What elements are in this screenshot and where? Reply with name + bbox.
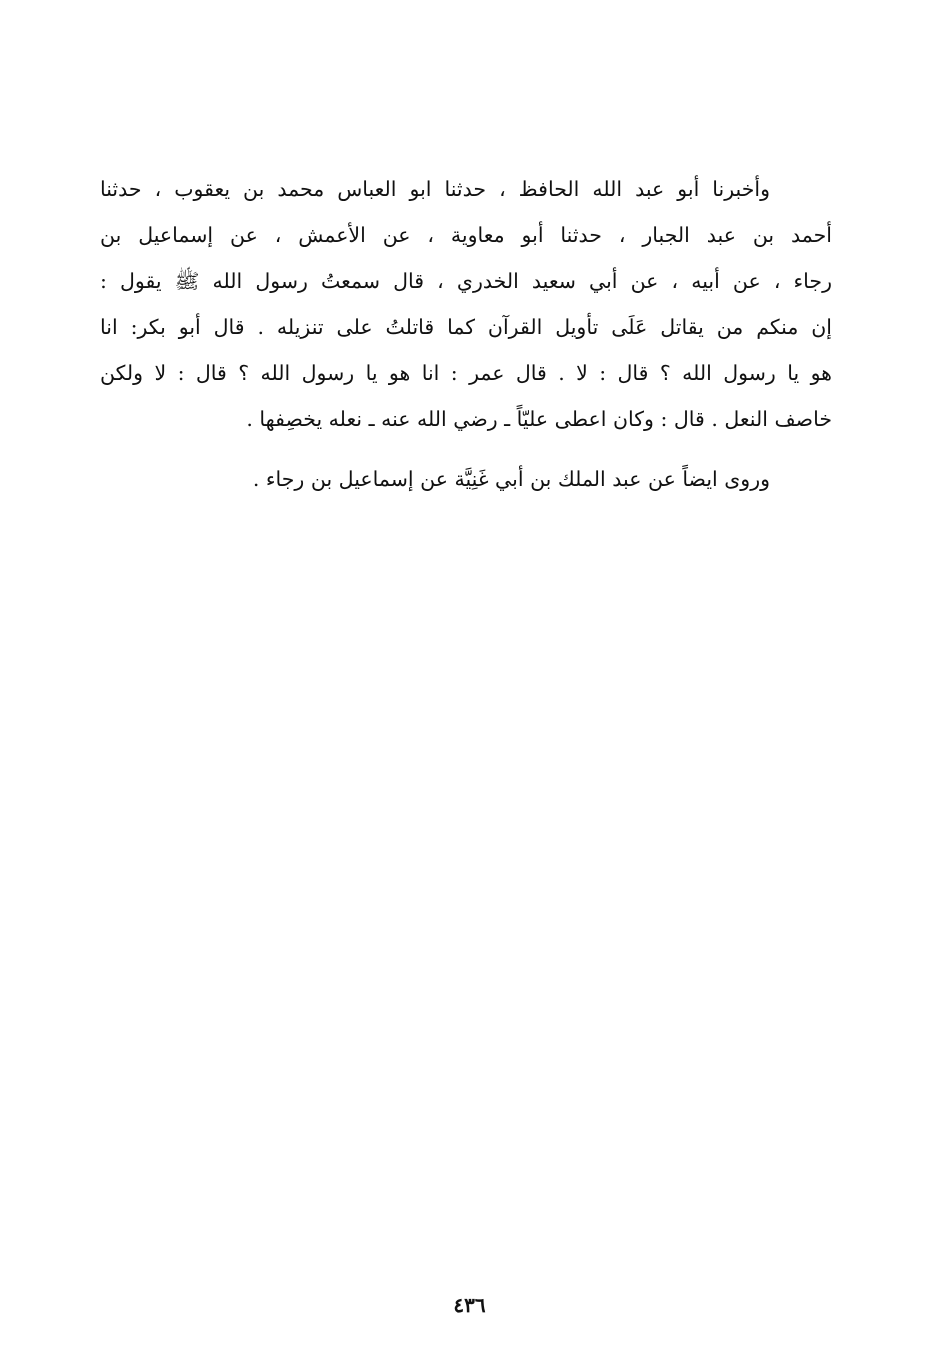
paragraph-2: [100, 456, 832, 502]
text-line: رجاء ، عن أبيه ، عن أبي سعيد الخدري ، قال سمعتُ رسول الله ﷺ يقول :: [100, 269, 832, 293]
page-number: ٤٣٦: [453, 1293, 486, 1317]
text-line: وروى ايضاً عن عبد الملك بن أبي غَنِيَّة عن إسماعيل بن رجاء .: [252, 467, 770, 491]
text-line: هو يا رسول الله ؟ قال : لا . قال عمر : انا هو يا رسول الله ؟ قال : لا ولكن: [100, 361, 832, 385]
text-line: إن منكم من يقاتل عَلَى تأويل القرآن كما قاتلتُ على تنزيله . قال أبو بكر: انا: [100, 315, 832, 339]
text-line: أحمد بن عبد الجبار ، حدثنا أبو معاوية ، عن الأعمش ، عن إسماعيل بن: [100, 223, 832, 247]
main-text: [100, 166, 832, 502]
text-line: خاصف النعل . قال : وكان اعطى عليّاً ـ رضي الله عنه ـ نعله يخصِفها .: [246, 407, 832, 431]
text-line: وأخبرنا أبو عبد الله الحافظ ، حدثنا ابو العباس محمد بن يعقوب ، حدثنا: [100, 177, 770, 201]
paragraph-1: [100, 166, 832, 442]
